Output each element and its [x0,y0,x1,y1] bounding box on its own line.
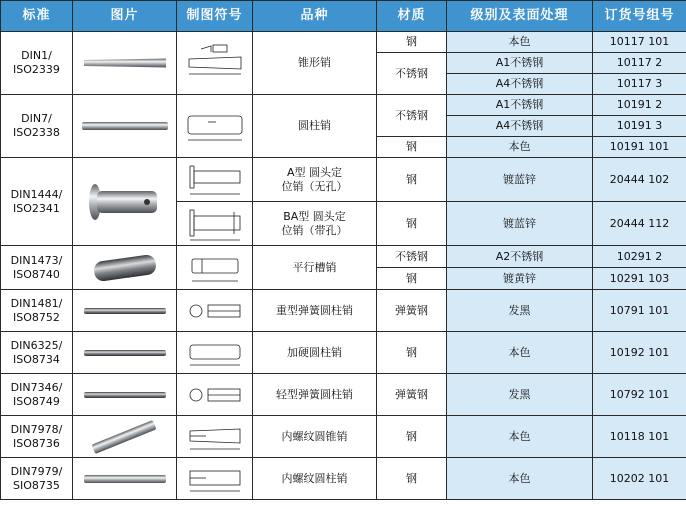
standard-din: DIN7979/ [10,464,63,478]
product-photo [73,290,177,332]
product-photo [73,95,177,158]
standard-cell [1,246,73,290]
grade: 发黑 [447,374,593,416]
header-picture: 图片 [73,1,177,32]
standard-din: DIN1444/ [10,187,63,201]
cylindrical-pin-drawing [182,106,248,146]
light-spring-pin-drawing [182,377,248,413]
product-photo [73,32,177,95]
grade: A4不锈钢 [447,74,593,95]
standard-cell [1,290,73,332]
grade: 镀蓝锌 [447,202,593,246]
order-number: 10791 101 [593,290,686,332]
standard-din: DIN7/ [21,112,52,125]
taper-pin-drawing [183,41,247,85]
header-grade: 级别及表面处理 [447,1,593,32]
product-name-line2: 位销（带孔） [281,223,348,237]
standard-cell [1,158,73,246]
product-name: 内螺纹圆锥销 [253,416,377,458]
technical-drawing [177,332,253,374]
order-number: 10202 101 [593,458,686,500]
material: 弹簧钢 [377,374,447,416]
technical-drawing [177,458,253,500]
grade: 镀蓝锌 [447,158,593,202]
product-name [253,202,377,246]
material: 钢 [377,202,447,246]
order-number: 10191 101 [593,137,686,158]
product-name: 重型弹簧圆柱销 [253,290,377,332]
grade: 镀黄锌 [447,268,593,290]
header-standard: 标准 [1,1,73,32]
product-name: 内螺纹圆柱销 [253,458,377,500]
grooved-pin-photo [90,253,160,283]
product-photo [73,458,177,500]
spring-pin-drawing [182,293,248,329]
material: 钢 [377,416,447,458]
technical-drawing [177,416,253,458]
standard-din: DIN1481/ [10,296,63,310]
clevis-pin-photo [85,180,165,224]
material: 钢 [377,32,447,53]
product-photo [73,246,177,290]
internal-thread-cylindrical-pin-photo [82,473,168,485]
standard-iso: ISO8734 [13,352,60,366]
taper-pin-photo [82,57,168,69]
product-name-line1: A型 圆头定 [286,165,343,179]
standard-iso: ISO2341 [13,201,60,215]
order-number: 20444 102 [593,158,686,202]
grade: A2不锈钢 [447,246,593,268]
standard-iso: ISO8749 [13,394,60,408]
standard-din: DIN6325/ [10,338,63,352]
technical-drawing [177,95,253,158]
standard-cell [1,95,73,158]
standard-cell [1,32,73,95]
order-number: 10117 101 [593,32,686,53]
standard-din: DIN7346/ [10,380,63,394]
material: 弹簧钢 [377,290,447,332]
standard-cell [1,374,73,416]
product-name: 加硬圆柱销 [253,332,377,374]
product-photo [73,374,177,416]
technical-drawing [177,374,253,416]
grade: 本色 [447,458,593,500]
spring-pin-photo [82,306,168,316]
material: 钢 [377,137,447,158]
grade: A4不锈钢 [447,116,593,137]
product-name: 圆柱销 [253,95,377,158]
material: 钢 [377,158,447,202]
technical-drawing [177,32,253,95]
header-material: 材质 [377,1,447,32]
product-name: 轻型弹簧圆柱销 [253,374,377,416]
standard-cell [1,332,73,374]
material: 不锈钢 [377,53,447,95]
grade: 发黑 [447,290,593,332]
order-number: 10191 3 [593,116,686,137]
header-order: 订货号组号 [593,1,686,32]
hardened-pin-drawing [182,335,248,371]
standard-iso: ISO8752 [13,310,60,324]
grade: 本色 [447,416,593,458]
product-name: 平行槽销 [253,246,377,290]
order-number: 20444 112 [593,202,686,246]
order-number: 10291 103 [593,268,686,290]
standard-iso: ISO8736 [13,436,60,450]
product-name-line1: BA型 圆头定 [283,209,346,223]
clevis-pin-ba-drawing [182,204,248,244]
order-number: 10191 2 [593,95,686,116]
standard-iso: ISO2339 [13,63,60,76]
grade: 本色 [447,137,593,158]
internal-thread-cylindrical-pin-drawing [182,461,248,497]
grade: A1不锈钢 [447,53,593,74]
light-spring-pin-photo [82,390,168,400]
product-photo [73,158,177,246]
order-number: 10117 3 [593,74,686,95]
product-photo [73,332,177,374]
material: 钢 [377,458,447,500]
order-number: 10117 2 [593,53,686,74]
order-number: 10118 101 [593,416,686,458]
grooved-pin-drawing [182,249,248,287]
standard-cell [1,458,73,500]
order-number: 10792 101 [593,374,686,416]
standard-din: DIN1473/ [10,253,63,267]
header-drawing: 制图符号 [177,1,253,32]
standard-din: DIN7978/ [10,422,63,436]
grade: 本色 [447,332,593,374]
technical-drawing [177,246,253,290]
header-product: 品种 [253,1,377,32]
grade: 本色 [447,32,593,53]
material: 不锈钢 [377,95,447,137]
technical-drawing [177,290,253,332]
material: 钢 [377,268,447,290]
grade: A1不锈钢 [447,95,593,116]
standard-iso: SIO8735 [13,478,60,492]
internal-thread-taper-pin-photo [85,419,165,455]
product-photo [73,416,177,458]
material: 钢 [377,332,447,374]
material: 不锈钢 [377,246,447,268]
product-name-line2: 位销（无孔） [281,179,348,193]
product-name: 锥形销 [253,32,377,95]
standard-cell [1,416,73,458]
technical-drawing [177,202,253,246]
order-number: 10291 2 [593,246,686,268]
clevis-pin-a-drawing [182,160,248,200]
hardened-pin-photo [82,348,168,358]
order-number: 10192 101 [593,332,686,374]
standard-iso: ISO2338 [13,126,60,139]
technical-drawing [177,158,253,202]
standard-din: DIN1/ [21,49,52,62]
cylindrical-pin-photo [80,120,170,132]
product-name [253,158,377,202]
internal-thread-taper-pin-drawing [182,419,248,455]
standard-iso: ISO8740 [13,267,60,281]
